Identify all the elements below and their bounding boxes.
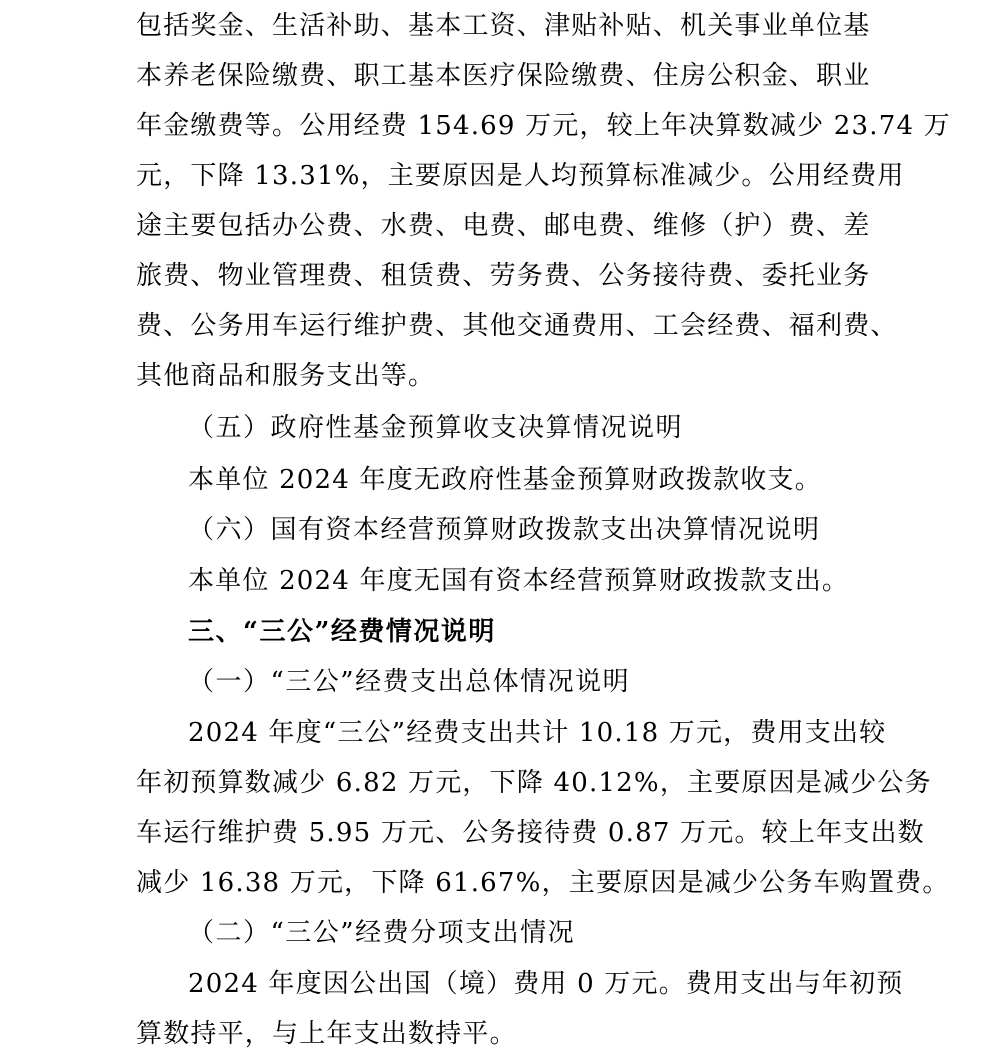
section-heading-5: （五）政府性基金预算收支决算情况说明 <box>188 413 684 443</box>
paragraph-line: 车运行维护费 5.95 万元、公务接待费 0.87 万元。较上年支出数 <box>136 818 925 848</box>
subsection-heading-1: （一）“三公”经费支出总体情况说明 <box>188 667 631 697</box>
paragraph-line: 2024 年度“三公”经费支出共计 10.18 万元，费用支出较 <box>188 718 887 748</box>
paragraph-line: 本养老保险缴费、职工基本医疗保险缴费、住房公积金、职业 <box>136 61 871 91</box>
paragraph-line: 其他商品和服务支出等。 <box>136 361 436 391</box>
paragraph-line: 费、公务用车运行维护费、其他交通费用、工会经费、福利费、 <box>136 311 898 341</box>
paragraph-line: 算数持平，与上年支出数持平。 <box>136 1019 517 1049</box>
section-heading-6: （六）国有资本经营预算财政拨款支出决算情况说明 <box>188 515 821 545</box>
paragraph-line: 年金缴费等。公用经费 154.69 万元，较上年决算数减少 23.74 万 <box>136 111 951 141</box>
paragraph-line: 元，下降 13.31%，主要原因是人均预算标准减少。公用经费用 <box>136 161 905 191</box>
paragraph-line: 减少 16.38 万元，下降 61.67%，主要原因是减少公务车购置费。 <box>136 868 950 898</box>
paragraph-line: 2024 年度因公出国（境）费用 0 万元。费用支出与年初预 <box>188 969 904 999</box>
paragraph-line: 旅费、物业管理费、租赁费、劳务费、公务接待费、委托业务 <box>136 261 871 291</box>
paragraph-line: 本单位 2024 年度无政府性基金预算财政拨款收支。 <box>188 465 822 495</box>
paragraph-line: 本单位 2024 年度无国有资本经营预算财政拨款支出。 <box>188 566 850 596</box>
paragraph-line: 包括奖金、生活补助、基本工资、津贴补贴、机关事业单位基 <box>136 11 871 41</box>
chapter-heading-3: 三、“三公”经费情况说明 <box>188 617 496 647</box>
paragraph-line: 年初预算数减少 6.82 万元，下降 40.12%，主要原因是减少公务 <box>136 768 932 798</box>
subsection-heading-2: （二）“三公”经费分项支出情况 <box>188 918 576 948</box>
paragraph-line: 途主要包括办公费、水费、电费、邮电费、维修（护）费、差 <box>136 211 871 241</box>
